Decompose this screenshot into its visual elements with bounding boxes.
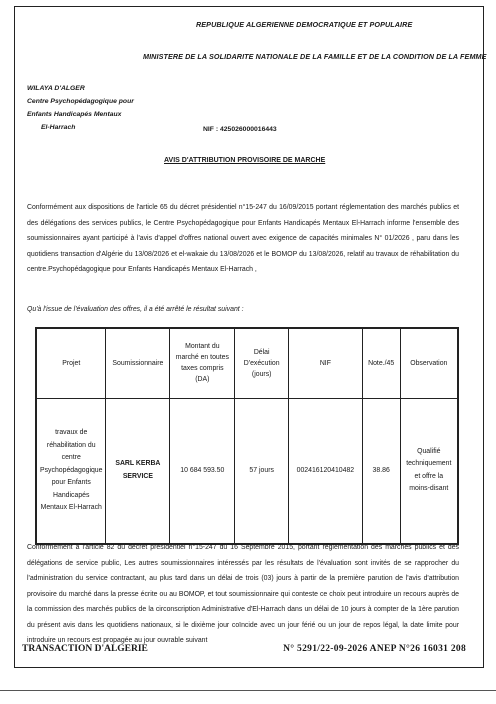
cell-observation: Qualifié techniquement et offre la moins-disant xyxy=(400,398,458,544)
table-header-row xyxy=(36,328,458,398)
center-line-2: Enfants Handicapés Mentaux xyxy=(27,111,122,118)
header-projet: Projet xyxy=(36,328,106,398)
header-delai: Délai D'exécution (jours) xyxy=(235,328,289,398)
newspaper-name: TRANSACTION D'ALGERIE xyxy=(22,644,148,654)
cell-nif: 002416120410482 xyxy=(289,398,363,544)
sender-block xyxy=(27,82,134,134)
publication-reference: N° 5291/22-09-2026 ANEP N°26 16031 208 xyxy=(283,644,466,654)
header-nif: NIF xyxy=(289,328,363,398)
cell-delai: 57 jours xyxy=(235,398,289,544)
header-montant: Montant du marché en toutes taxes compris (DA) xyxy=(170,328,235,398)
center-line-1: Centre Psychopédagogique pour xyxy=(27,98,134,105)
bottom-divider xyxy=(0,690,496,691)
location-line: El-Harrach xyxy=(41,124,76,131)
nif-line: NIF : 425026000016443 xyxy=(203,126,277,133)
header-soumissionnaire: Soumissionnaire xyxy=(106,328,170,398)
table-row xyxy=(36,398,458,544)
results-table xyxy=(35,327,459,545)
ministry-header: MINISTERE DE LA SOLIDARITE NATIONALE DE LA FAMILLE ET DE LA CONDITION DE LA FEMME xyxy=(143,52,487,61)
notice-title: AVIS D'ATTRIBUTION PROVISOIRE DE MARCHE xyxy=(164,157,326,164)
cell-projet: travaux de réhabilitation du centre Psychopédagogique pour Enfants Handicapés Mentaux El-Harrach xyxy=(36,398,106,544)
header-note: Note./45 xyxy=(362,328,400,398)
wilaya-line: WILAYA D'ALGER xyxy=(27,85,85,92)
republic-header: REPUBLIQUE ALGERIENNE DEMOCRATIQUE ET POPULAIRE xyxy=(196,20,413,29)
results-intro: Qu'à l'issue de l'évaluation des offres, il a été arrêté le résultat suivant : xyxy=(27,306,244,313)
cell-note: 38.86 xyxy=(362,398,400,544)
header-observation: Observation xyxy=(400,328,458,398)
paragraph-dispositions: Conformément aux dispositions de l'article 65 du décret présidentiel n°15-247 du 16/09/2015 portant réglementation des marchés publics et des délégations des services publics, le Centre Psychopédagogique pour Enfants Handicapés Mentaux El-Harrach informe l'ensemble des soumissionnaires ayant participé à l'avis d'appel d'offres national ouvert avec exigence de capacités minimales N° 01/2026 , paru dans les quotidiens transaction d'Algérie du 13/08/2026 et el-wakaie du 13/08/2026 et le BOMOP du 13/08/2026, relatif au travaux de réhabilitation du centre.Psychopédagogique pour Enfants Handicapés Mentaux El-Harrach , xyxy=(27,204,459,273)
cell-soumissionnaire: SARL KERBA SERVICE xyxy=(106,398,170,544)
cell-montant: 10 684 593.50 xyxy=(170,398,235,544)
paragraph-recours: Conformément à l'article 82 du décret présidentiel n°15-247 du 16 Septembre 2015, portant réglementation des marchés publics et des délégations de service public, Les autres soumissionnaires intéressés par les résultats de l'évaluation sont invités de se rapprocher du l'administration du service contractant, au plus tard dans un délai de trois (03) jours à partir de la première parution de l'avis d'attribution provisoire du marché dans la presse écrite ou au BOMOP, et tout soumissionnaire qui conteste ce choix peut introduire un recours auprès de la commission des marchés publics de la circonscription Administrative d'El-Harrach dans un délai de 10 jours à compter de la 1ère parution du présent avis dans les quotidiens nationaux, si le dixième jour coïncide avec un jour férié ou un jour de repos légal, la date limite pour introduire un recours est propagée au jour ouvrable suivant xyxy=(27,544,459,644)
